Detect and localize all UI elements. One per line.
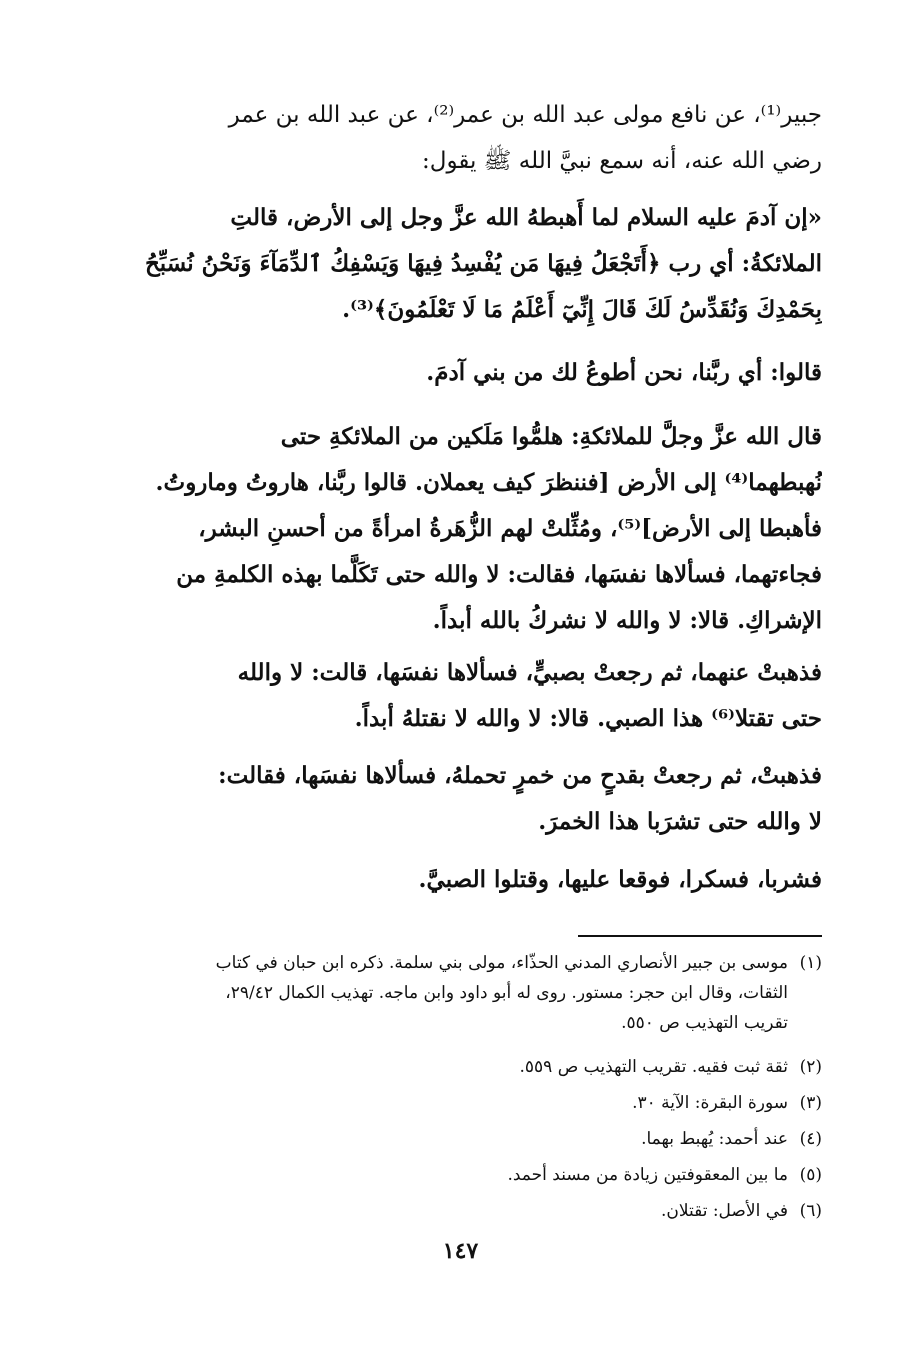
text-line: فذهبتْ، ثم رجعتْ بقدحٍ من خمرٍ تحملهُ، فسألاها نفسَها، فقالت:: [218, 762, 822, 789]
footnote-4: [80, 1124, 822, 1154]
footnote-number: (١): [799, 953, 822, 973]
text-line: فأهبطا إلى الأرض]⁽⁵⁾، ومُثِّلتْ لهم الزُّهَرةُ امرأةً من أحسنِ البشر،: [198, 515, 822, 542]
footnote-text: تقريب التهذيب ص ٥٥٠.: [621, 1013, 788, 1033]
text-line: رضي الله عنه، أنه سمع نبيَّ الله ﷺ يقول:: [421, 148, 822, 174]
text-line: قال الله عزَّ وجلَّ للملائكةِ: هلمُّوا مَلَكين من الملائكةِ حتى: [280, 423, 822, 450]
intro-paragraph: [80, 92, 822, 184]
footnote-text: سورة البقرة: الآية ٣٠.: [632, 1093, 788, 1113]
footnote-text: في الأصل: تقتلان.: [660, 1201, 788, 1221]
text-line: جبير⁽¹⁾، عن نافع مولى عبد الله بن عمر⁽²⁾، عن عبد الله بن عمر: [228, 102, 822, 128]
footnote-5: [80, 1160, 822, 1190]
footnote-text: الثقات، وقال ابن حجر: مستور. روى له أبو داود وابن ماجه. تهذيب الكمال ٢٩/٤٢،: [225, 983, 788, 1003]
text-line: نُهبطهما⁽⁴⁾ إلى الأرض [فننظرَ كيف يعملان. قالوا ربَّنا، هاروتُ وماروتُ.: [155, 469, 822, 496]
text-line: الإشراكِ. قالا: لا والله لا نشركُ بالله أبداً.: [432, 607, 822, 634]
footnote-text: موسى بن جبير الأنصاري المدني الحذّاء، مولى بني سلمة. ذكره ابن حبان في كتاب: [215, 953, 788, 973]
footnote-1: [80, 948, 822, 1038]
footnote-number: (٣): [799, 1093, 822, 1113]
text-line: لا والله حتى تشرَبا هذا الخمرَ.: [538, 808, 822, 835]
hadith-paragraph-1: [80, 195, 822, 333]
text-line: حتى تقتلا⁽⁶⁾ هذا الصبي. قالا: لا والله لا نقتلهُ أبداً.: [354, 705, 822, 732]
text-line: «إن آدمَ عليه السلام لما أَهبطهُ الله عزَّ وجل إلى الأرض، قالتِ: [230, 204, 822, 231]
footnote-separator: [578, 935, 822, 937]
hadith-paragraph-4: [80, 650, 822, 742]
footnote-text: ما بين المعقوفتين زيادة من مسند أحمد.: [507, 1165, 788, 1185]
footnote-6: [80, 1196, 822, 1226]
hadith-paragraph-3: [80, 414, 822, 644]
text-line: فجاءتهما، فسألاها نفسَها، فقالت: لا والله حتى تَكَلَّما بهذه الكلمةِ من: [176, 561, 822, 588]
page-number: ١٤٧: [442, 1238, 479, 1264]
footnote-number: (٤): [799, 1129, 822, 1149]
text-line: الملائكةُ: أي رب ﴿أَتَجْعَلُ فِيهَا مَن يُفْسِدُ فِيهَا وَيَسْفِكُ ٱلدِّمَآءَ وَنَحْنُ نُسَبِّحُ: [144, 250, 822, 277]
footnote-number: (٥): [799, 1165, 822, 1185]
text-line: فشربا، فسكرا، فوقعا عليها، وقتلوا الصبيَّ.: [418, 866, 822, 893]
footnote-text: ثقة ثبت فقيه. تقريب التهذيب ص ٥٥٩.: [519, 1057, 788, 1077]
hadith-paragraph-6: [80, 857, 822, 903]
footnote-number: (٦): [799, 1201, 822, 1221]
footnote-3: [80, 1088, 822, 1118]
footnote-number: (٢): [799, 1057, 822, 1077]
hadith-paragraph-5: [80, 753, 822, 845]
text-line: بِحَمْدِكَ وَنُقَدِّسُ لَكَ قَالَ إِنِّيٓ أَعْلَمُ مَا لَا تَعْلَمُونَ﴾⁽³⁾.: [342, 296, 822, 323]
text-line: فذهبتْ عنهما، ثم رجعتْ بصبيٍّ، فسألاها نفسَها، قالت: لا والله: [237, 659, 822, 686]
footnote-text: عند أحمد: يُهبط بهما.: [641, 1129, 788, 1149]
text-line: قالوا: أي ربَّنا، نحن أطوعُ لك من بني آدمَ.: [426, 359, 822, 386]
hadith-paragraph-2: [80, 350, 822, 396]
footnote-2: [80, 1052, 822, 1082]
